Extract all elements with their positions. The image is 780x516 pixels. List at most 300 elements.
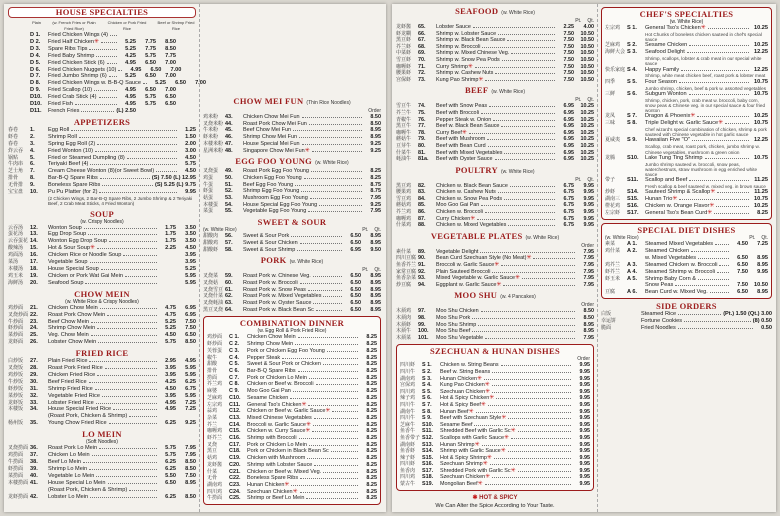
item-price: 7.95 [583,281,594,288]
menu-item [8,80,206,87]
item-number: C12. [229,408,241,415]
hot-pepper-icon: ✳ [510,428,516,435]
item-price: 3.95 [185,259,196,266]
leader-dots [100,305,157,309]
item-price: 8.95 [185,479,196,486]
item-price: 6.95 [563,116,574,123]
item-price: 6.95 [563,142,574,149]
item-price: 9.95 [579,388,590,395]
menu-item [605,155,768,162]
section-title: CHOW MEIN [74,288,130,299]
leader-dots [489,103,555,107]
item-price: 7.00 [170,66,182,73]
menu-item [203,127,381,134]
chinese-name: 芥兰虾 [396,43,412,50]
chinese-name: 什菜牛 [396,149,412,156]
menu-item [396,44,594,51]
menu-item [207,355,377,362]
chinese-name: 炒虾 [605,189,616,196]
item-name: Fried Noodles [641,325,676,332]
menu-item [605,269,768,276]
item-price: 3.50 [185,238,196,245]
chinese-name: 芝麻鸡 [605,42,621,49]
menu-item [8,280,196,287]
item-number: S19. [422,481,434,488]
item-description: Jumbo shrimp sauteed w. broccoli, snow peas, waterchestnuts, straw mushroom in egg enriched white sauce [645,161,758,178]
item-number: 42. [30,493,38,500]
chinese-name: 叉烧炒面 [8,311,29,318]
pupu-note: (2 Chicken Wings, 2 Bar-B-Q Spare Ribs, 2 Jumbo Shrimp & 2 Teriyaki Beef, 2 Crab Meat Sticks, 4 Fried Wonton) [48,195,193,207]
chinese-name: 牛捞面 [207,495,223,502]
menu-item [203,247,381,254]
leader-dots [498,31,555,35]
item-price: (S) 5.25 (L) 9.75 [154,182,196,189]
item-price: 5.25 [155,80,166,87]
leader-dots [480,249,575,253]
hot-pepper-icon: ✳ [526,255,532,262]
leader-dots [501,262,575,266]
item-number: A 4. [627,268,638,275]
menu-item [203,182,381,189]
menu-item [203,141,381,148]
item-price: 5.75 [145,94,156,101]
item-price: 7.95 [185,445,196,452]
hot-pepper-icon: ✳ [707,210,713,217]
item-number: 57. [225,239,233,246]
menu-item [400,442,590,449]
item-price: 2.00 [185,140,196,147]
item-name: Roast Pork Egg Foo Young [243,168,309,175]
item-name: Spring Egg Roll (2) [48,140,96,147]
menu-item [396,57,594,64]
item-name: Cream Cheese Wonton (8)(or Sweet Bowl) [48,168,155,175]
item-name: House Special Egg Foo Young [243,201,318,208]
leader-dots [472,315,575,319]
item-price: (Pt.) 1.50 (Qt.) 3.00 [723,311,772,318]
leader-dots [504,196,555,200]
item-price: 9.95 [583,189,594,196]
item-name: w. Mixed Vegetables [645,254,696,261]
leader-dots [97,245,157,249]
chinese-name: 锅贴 [8,154,19,161]
item-price: 6.50 [350,279,361,286]
menu-item [396,123,594,130]
item-number: C23. [229,481,241,488]
section-title: SWEET & SOUR [257,217,327,228]
leader-dots [316,381,358,385]
chinese-name: 蒙古牛 [400,481,416,488]
item-name: Pork or Chicken Egg Foo Young [247,347,325,354]
leader-dots [689,177,749,181]
leader-dots [508,448,571,452]
item-number: S 3. [422,375,432,382]
menu-item [8,339,196,346]
section-title: SZECHUAN & HUNAN DISHES [430,346,560,357]
chinese-name: 四川豆腐 [396,255,417,262]
item-name: Seafood Soup [48,279,84,286]
chinese-name: 炸云吞 [8,147,24,154]
leader-dots [300,475,358,479]
item-number: 16. [30,252,38,259]
item-number: S17. [422,467,434,474]
item-number: S 6. [627,90,637,97]
leader-dots [109,420,157,424]
item-price: 9.95 [579,362,590,369]
item-price: 7.50 [185,472,196,479]
item-price: (S) 7.50 (L) 12.95 [151,175,196,182]
item-name: Shrimp Roll [48,133,77,140]
leader-dots [75,101,117,105]
menu-item [400,362,590,369]
item-price: 9.95 [579,441,590,448]
hot-pepper-icon: ✳ [709,203,715,210]
chinese-name: 湖南鸡 [400,375,416,382]
item-number: 51. [225,181,233,188]
item-price: 6.95 [350,246,361,253]
chinese-name: 虾炒面 [207,341,223,348]
item-number: C13. [229,414,241,421]
item-number: C 7. [229,374,240,381]
hot-pepper-icon: ✳ [467,63,473,70]
right-column-2 [601,7,772,335]
vegetable-plates-section [396,232,594,289]
leader-dots [312,428,358,432]
leader-dots [302,114,362,118]
chinese-name: 龙虾酱 [207,461,223,468]
hot-pepper-icon: ✳ [461,129,467,136]
leader-dots [691,248,729,252]
menu-item [203,148,381,155]
menu-item [8,94,196,101]
menu-item [203,300,381,307]
house-specialties-section [8,7,206,115]
item-name: Beef Chow Mein [48,318,90,325]
leader-dots [295,182,362,186]
item-price: 8.25 [366,394,377,401]
leader-dots [714,210,749,214]
item-name: Beef with Oyster Sauce [436,156,493,163]
menu-item [396,249,594,256]
item-name: Chicken w. String Beans [440,362,499,369]
hot-pepper-icon: ✳ [474,441,480,448]
leader-dots [89,466,157,470]
item-number: D10. [30,101,42,108]
menu-item [207,334,377,341]
item-number: 56. [225,233,233,240]
menu-item [8,406,196,413]
item-price: 4.95 [185,358,196,365]
chinese-name: 无骨排 [8,182,24,189]
item-price: 7.50 [737,268,748,275]
item-name: House Special Soup [48,265,99,272]
leader-dots [127,155,177,159]
item-number: 46. [225,134,233,141]
leader-dots [306,495,358,499]
menu-item [605,137,768,144]
item-price: 4.95 [125,94,136,101]
hot-pepper-icon: ✳ [486,454,492,461]
item-name: Curry Chicken [436,215,471,222]
menu-item [207,455,377,462]
menu-item [8,252,196,259]
item-name: Szechuan Chicken [247,488,293,495]
item-number: 3. [30,140,35,147]
item-number: 61. [225,286,233,293]
leader-dots [101,39,117,43]
section-title: SIDE ORDERS [656,301,717,312]
leader-dots [675,282,729,286]
item-price: 8.95 [370,273,381,280]
menu-item [400,382,590,389]
item-price: 6.50 [165,479,176,486]
item-price: 10.25 [580,136,594,143]
item-number: 19. [30,272,38,279]
hot-pepper-icon: ✳ [690,113,696,120]
chinese-name: 咖喱牛 [396,129,412,136]
menu-item [207,448,377,455]
leader-dots [679,196,749,200]
hot-pepper-icon: ✳ [89,245,96,252]
item-name: Subgum Wonton [645,90,687,97]
menu-item [207,469,377,476]
item-price: (L) 2.50 [116,107,136,114]
menu-item [396,64,594,71]
item-number: 89. [418,248,426,255]
leader-dots [715,241,729,245]
item-name: Chicken Egg Foo Young [243,174,302,181]
chinese-name: 龙虾酱 [396,24,412,30]
section-subtitle: (w. Egg Roll & Pork Fried Rice) [257,328,327,335]
item-number: 33. [30,399,38,406]
chinese-name: 海鲜汤 [8,279,24,286]
item-name: Chicken Lo Mein [48,452,90,459]
leader-dots [109,73,117,77]
menu-item [400,422,590,429]
menu-item [207,375,377,382]
menu-item [203,188,381,195]
menu-item [203,240,381,247]
menu-item [601,318,772,325]
menu-item [8,108,196,115]
leader-dots [291,482,358,486]
chinese-name: 叉烧饭 [8,365,24,372]
item-name: Bean Curd Szechuan Style (No Meat) [436,255,527,262]
menu-item [396,103,594,110]
item-description: Scallop, crab meat, roast pork, chicken, jumbo shrimp w. Chinese vegetables, mushroom & green onion [645,144,760,155]
menu-item [605,241,768,248]
hot-pepper-icon: ✳ [482,461,488,468]
leader-dots [90,161,177,165]
item-name: (Roast Pork, Chicken & Shrimp) [48,486,128,493]
column-header: (w. White Rice) Pt. Qt. [605,235,768,242]
menu-item [605,42,768,49]
item-number: 82. [418,182,426,189]
chinese-name: 四川牛 [400,401,416,408]
chinese-name: 鸡捞面 [8,452,24,459]
beef-list [396,103,594,162]
menu-item [8,87,196,94]
item-name: Steamed Rice [641,311,677,318]
menu-item [8,466,196,473]
leader-dots [291,233,342,237]
item-name: House Special Mei Fun [243,140,300,147]
menu-item [8,266,196,273]
item-name: Roast Pork Chow Mein [48,311,106,318]
item-price: 6.50 [145,87,156,94]
menu-item [207,428,377,435]
hot-pepper-icon: ✳ [301,401,307,408]
column-divider [597,4,598,512]
menu-item [605,79,768,86]
item-name: Shrimp Baby Corn & [645,275,696,282]
menu-item [605,203,768,210]
item-name: Fried Wonton (10) [48,147,93,154]
chinese-name: 牛米粉 [203,127,219,134]
item-name: Shrimp or Beef Lo Mein [247,495,305,502]
item-price: 2.95 [165,358,176,365]
menu-item [207,422,377,429]
hot-pepper-icon: ✳ [510,467,516,474]
chinese-name: 菜汤 [8,259,19,266]
leader-dots [476,409,571,413]
item-price: 7.95 [583,262,594,269]
hot-pepper-icon: ✳ [478,76,484,83]
chinese-name: 芝士角 [8,168,24,175]
section-title: CHOW MEI FUN (Thin Rice Noodles) [233,96,351,106]
leader-dots [123,252,157,256]
leader-dots [482,44,555,48]
chinese-name: 芥兰鸡 [207,381,223,388]
chinese-name: 豆腐 [605,289,616,296]
item-price: 9.95 [579,454,590,461]
item-name: Shredded Beef with Garlic Sc [440,428,511,435]
item-name: Chicken or Beef w. Garlic Sauce [247,408,326,415]
right-column-1 [396,7,594,509]
leader-dots [298,334,358,338]
item-name: Moo Goo Gai Pan [436,202,480,209]
item-name: Chicken Rice or Noodle Soup [48,252,122,259]
item-name: Chicken w. Curry Sauce [247,428,306,435]
chinese-name: 虾玉米 [605,275,621,282]
chinese-name: 咖喱鸡 [396,215,412,222]
chinese-name: 四川鸡 [207,488,223,495]
menu-item [8,182,196,189]
leader-dots [697,113,749,117]
leader-dots [300,489,358,493]
item-price: 9.95 [583,222,594,229]
item-price: 6.50 [737,254,748,261]
item-name: Pork or Chicken in Black Bean Sc [247,448,329,455]
item-number: 17. [30,259,38,266]
item-number: 30. [30,378,38,385]
item-number: C 4. [229,354,240,361]
leader-dots [282,355,358,359]
item-name: Mixed Vegetable w. Garlic Sauce [436,275,516,282]
chinese-name: 木须鸡 [396,308,412,315]
item-number: C 1. [229,334,240,341]
item-price: 6.50 [350,239,361,246]
section-subtitle: (w. White Rice & Crispy Noodles) [65,298,139,305]
menu-item [396,282,594,289]
item-price: 10.25 [754,113,768,120]
item-price: 8.95 [370,233,381,240]
menu-item [8,420,196,427]
item-price: 6.95 [185,311,196,318]
section-title: SPECIAL DIET DISHES [637,225,736,236]
item-price: 1.25 [185,126,196,133]
item-price: 9.95 [583,209,594,216]
chinese-name: 咖喱鸡 [207,428,223,435]
item-name: French Fries [48,107,80,114]
chinese-name: 什菜鸡 [396,222,412,229]
chinese-name: 白炒饭 [8,358,24,365]
chinese-name: 左宗鸡 [605,25,621,31]
item-price: 6.95 [563,136,574,143]
item-number: 74. [418,103,426,110]
menu-item [207,361,377,368]
chef-specialties-list [605,25,768,217]
header-plain: Plain [32,20,41,25]
item-name: Shrimp with Broccoli [247,435,297,442]
item-price: 8.95 [757,254,768,261]
leader-dots [716,203,749,207]
item-name: Wonton Egg Drop Soup [48,238,107,245]
chinese-name: 虾芥兰 [207,435,223,442]
leader-dots [323,293,342,297]
item-price: 6.75 [563,195,574,202]
item-price: 8.95 [370,239,381,246]
item-price: 7.95 [583,275,594,282]
combination-dinner-section [203,316,381,505]
item-number: 91. [418,262,426,269]
leader-dots [300,240,342,244]
menu-item [8,134,196,141]
menu-item [8,161,196,168]
menu-item [8,365,196,372]
menu-item [8,312,196,319]
item-name: Young Chow Fried Rice [48,420,107,427]
item-number: 32. [30,392,38,399]
item-price: 8.25 [366,347,377,354]
item-name: Fried Crab Stick (4) [48,94,97,101]
chinese-name: 鸡蛋 [203,174,214,181]
szechuan-list [400,362,590,487]
item-number: S17. [627,210,639,217]
item-price: 8.25 [366,435,377,442]
item-name: Pork or Chicken Lo Mein [247,441,307,448]
menu-item [8,379,196,386]
item-price: 8.50 [370,114,381,120]
item-price: 1.75 [165,224,176,231]
chinese-name: 芝麻牛 [400,421,416,428]
leader-dots [475,64,555,68]
item-price: 5.75 [145,52,156,59]
item-number: S11. [422,428,433,435]
item-price: 7.50 [563,76,574,83]
item-number: 101. [418,334,429,341]
chinese-name: 雪豆鸡 [396,195,412,202]
chinese-name: 咖喱虾 [396,63,412,70]
item-number: 66. [418,30,426,37]
item-price: 10.50 [580,70,594,77]
item-price: 10.25 [580,149,594,156]
item-name: Vegetable Egg Foo Young [243,208,307,215]
item-name: Chicken w. Black Bean Sauce [436,182,508,189]
chinese-name: 菜捞面 [8,472,24,479]
menu-item [396,202,594,209]
chinese-name: 蚝油牛 [396,156,412,163]
item-number: 99. [418,321,426,328]
